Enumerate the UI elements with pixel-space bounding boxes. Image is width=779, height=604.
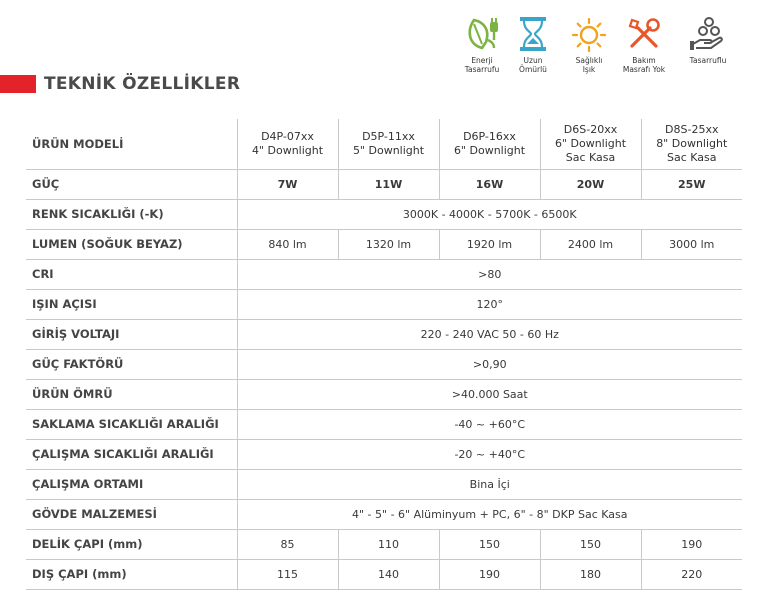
title-accent-bar (0, 75, 36, 93)
table-cell: >0,90 (237, 349, 742, 379)
row-label: GİRİŞ VOLTAJI (26, 319, 237, 349)
row-label: RENK SICAKLIĞI (-K) (26, 199, 237, 229)
feature-maintenance (614, 14, 674, 74)
table-cell: 120° (237, 289, 742, 319)
feature-healthy-label: Sağlıklı Işık (575, 56, 603, 74)
feature-icons (452, 14, 768, 84)
table-row-cutout-diameter (26, 529, 742, 559)
table-cell: 840 lm (237, 229, 338, 259)
model-desc: 8" Downlight Sac Kasa (656, 136, 728, 164)
table-row-power-factor (26, 349, 742, 379)
table-row-outer-diameter (26, 559, 742, 589)
table-cell: 3000 lm (641, 229, 742, 259)
table-row-lumen (26, 229, 742, 259)
row-label: CRI (26, 259, 237, 289)
row-label: ÇALIŞMA ORTAMI (26, 469, 237, 499)
table-row-operating-temp (26, 439, 742, 469)
table-cell: 190 (641, 529, 742, 559)
table-cell: 140 (338, 559, 439, 589)
table-cell: 25W (641, 169, 742, 199)
model-desc: 6" Downlight Sac Kasa (554, 136, 627, 164)
table-cell: 180 (540, 559, 641, 589)
table-cell: 110 (338, 529, 439, 559)
table-row-storage-temp (26, 409, 742, 439)
tools-icon (624, 14, 664, 54)
energy-plug-icon (462, 14, 502, 54)
table-cell: 150 (439, 529, 540, 559)
model-cell (338, 119, 439, 169)
table-row-cri (26, 259, 742, 289)
table-cell: 115 (237, 559, 338, 589)
table-cell: 7W (237, 169, 338, 199)
feature-saving-label: Tasarruflu (689, 56, 727, 65)
table-cell: 150 (540, 529, 641, 559)
row-label: LUMEN (SOĞUK BEYAZ) (26, 229, 237, 259)
table-cell: 4" - 5" - 6" Alüminyum + PC, 6" - 8" DKP Sac Kasa (237, 499, 742, 529)
model-cell (641, 119, 742, 169)
feature-healthy (559, 14, 619, 74)
table-cell: 1320 lm (338, 229, 439, 259)
table-cell: >40.000 Saat (237, 379, 742, 409)
hand-coins-icon (688, 14, 728, 54)
table-cell: 85 (237, 529, 338, 559)
model-desc: 4" Downlight (251, 143, 324, 157)
table-cell: -40 ~ +60°C (237, 409, 742, 439)
table-cell: 2400 lm (540, 229, 641, 259)
row-label: DELİK ÇAPI (mm) (26, 529, 237, 559)
table-cell: 16W (439, 169, 540, 199)
table-row-color-temp (26, 199, 742, 229)
row-label: ÜRÜN ÖMRÜ (26, 379, 237, 409)
table-cell: >80 (237, 259, 742, 289)
table-row-beam-angle (26, 289, 742, 319)
page-title: TEKNİK ÖZELLİKLER (44, 74, 241, 94)
table-row-body-material (26, 499, 742, 529)
table-cell: Bina İçi (237, 469, 742, 499)
model-code: D4P-07xx (261, 129, 314, 143)
table-cell: 190 (439, 559, 540, 589)
table-cell: 3000K - 4000K - 5700K - 6500K (237, 199, 742, 229)
table-row-power (26, 169, 742, 199)
row-label: DIŞ ÇAPI (mm) (26, 559, 237, 589)
model-code: D6S-20xx (563, 122, 618, 136)
table-cell: -20 ~ +40°C (237, 439, 742, 469)
row-label: GÖVDE MALZEMESİ (26, 499, 237, 529)
model-desc: 5" Downlight (352, 143, 425, 157)
model-cell (540, 119, 641, 169)
table-row-lifetime (26, 379, 742, 409)
row-label: GÜÇ (26, 169, 237, 199)
model-desc: 6" Downlight (453, 143, 526, 157)
table-cell: 20W (540, 169, 641, 199)
model-code: D6P-16xx (463, 129, 516, 143)
table-row-input-voltage (26, 319, 742, 349)
table-cell: 1920 lm (439, 229, 540, 259)
model-cell (237, 119, 338, 169)
table-cell: 220 - 240 VAC 50 - 60 Hz (237, 319, 742, 349)
feature-maintenance-label: Bakım Masrafı Yok (622, 56, 666, 74)
model-cell (439, 119, 540, 169)
feature-longlife-label: Uzun Ömürlü (519, 56, 547, 74)
table-row-environment (26, 469, 742, 499)
row-label: GÜÇ FAKTÖRÜ (26, 349, 237, 379)
model-code: D5P-11xx (362, 129, 415, 143)
hourglass-icon (513, 14, 553, 54)
feature-longlife (503, 14, 563, 74)
model-code: D8S-25xx (665, 122, 719, 136)
table-cell: 220 (641, 559, 742, 589)
row-label: ÜRÜN MODELİ (26, 119, 237, 169)
spec-table (26, 119, 742, 590)
feature-saving (678, 14, 738, 65)
table-cell: 11W (338, 169, 439, 199)
sun-icon (569, 14, 609, 54)
row-label: ÇALIŞMA SICAKLIĞI ARALIĞI (26, 439, 237, 469)
table-header-row (26, 119, 742, 169)
row-label: IŞIN AÇISI (26, 289, 237, 319)
row-label: SAKLAMA SICAKLIĞI ARALIĞI (26, 409, 237, 439)
feature-energy-label: Enerji Tasarrufu (464, 56, 500, 74)
